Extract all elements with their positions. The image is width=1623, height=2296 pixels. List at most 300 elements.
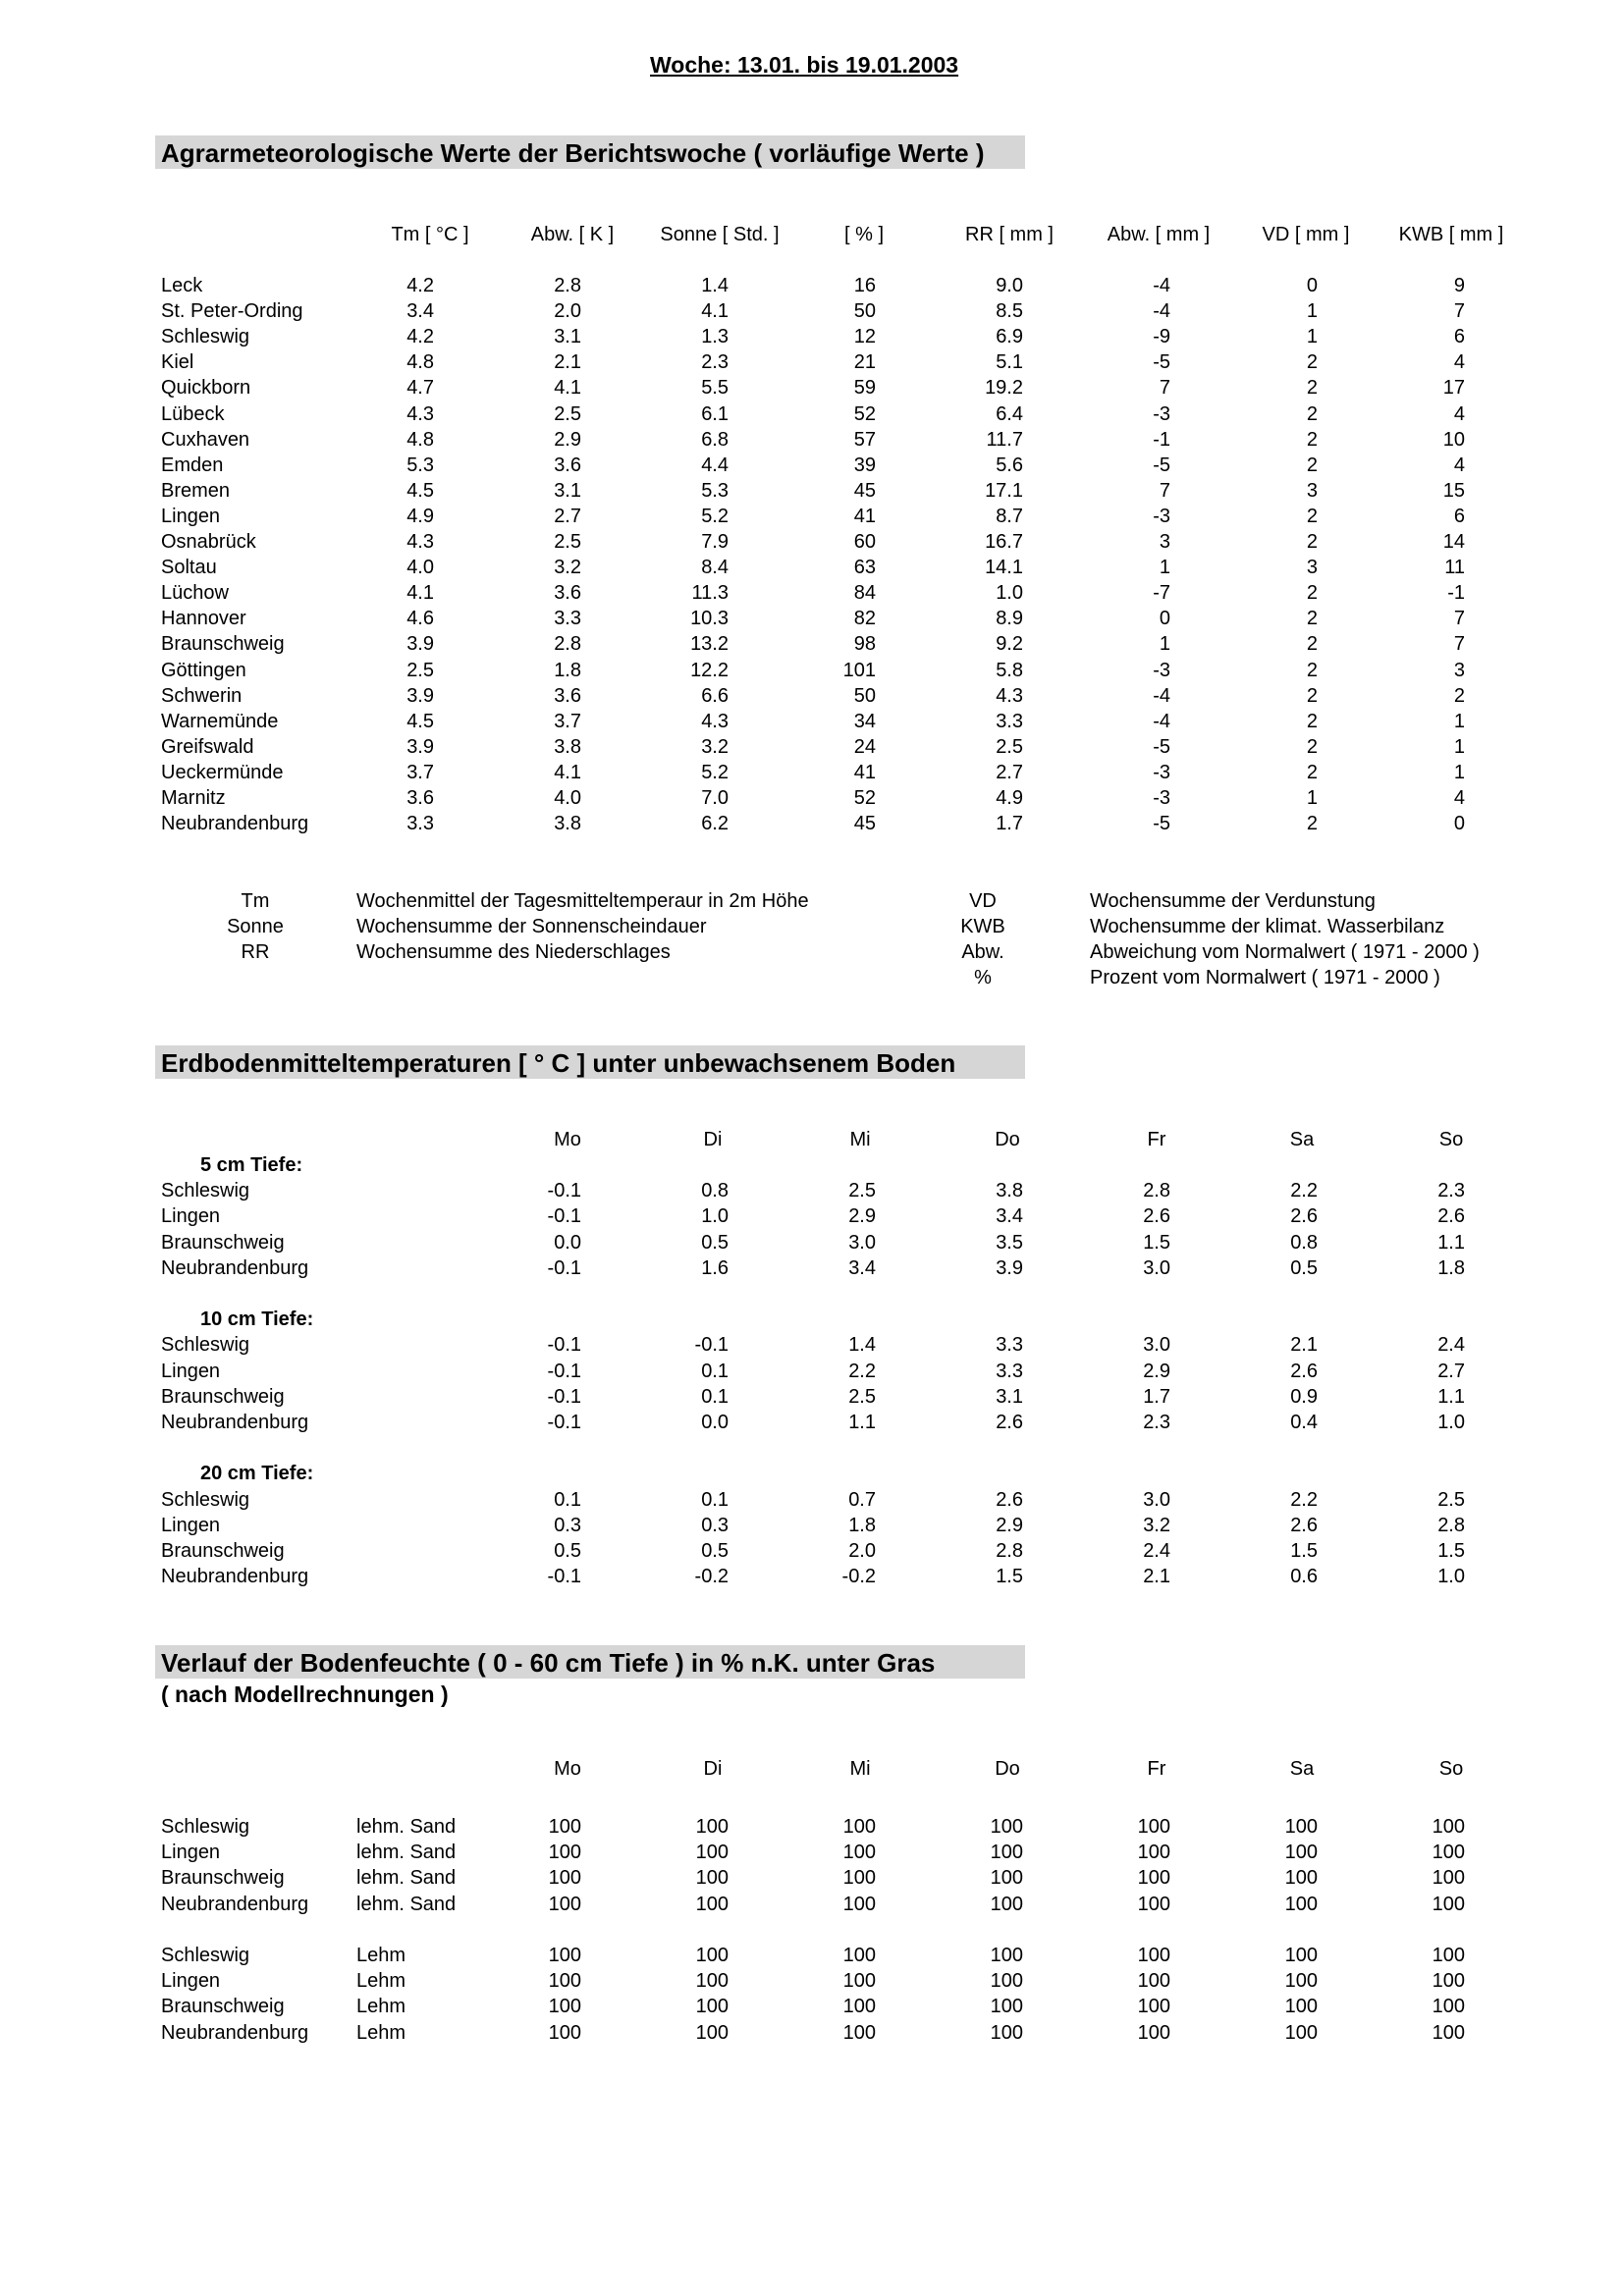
station-name: Lübeck bbox=[161, 402, 225, 425]
table-cell: -4 bbox=[1153, 710, 1170, 732]
table-cell: 6.2 bbox=[701, 813, 729, 835]
table-cell: 0.1 bbox=[701, 1488, 729, 1511]
table-cell: 0.6 bbox=[1290, 1566, 1318, 1588]
table-cell: 60 bbox=[853, 531, 876, 553]
table-cell: -0.2 bbox=[694, 1566, 729, 1588]
table-cell: 100 bbox=[990, 1996, 1023, 2018]
table-cell: 4.4 bbox=[701, 454, 729, 476]
table-cell: 1 bbox=[1453, 710, 1465, 732]
soil-type: lehm. Sand bbox=[356, 1867, 457, 1890]
table-cell: 100 bbox=[1432, 1970, 1465, 1993]
table-cell: 1.4 bbox=[701, 275, 729, 296]
table-cell: 34 bbox=[853, 710, 876, 732]
table-cell: -0.1 bbox=[547, 1412, 581, 1433]
table-cell: 3.7 bbox=[554, 710, 581, 732]
station-name: Neubrandenburg bbox=[161, 1412, 309, 1433]
table-cell: 3 bbox=[1159, 531, 1170, 553]
station-name: Braunschweig bbox=[161, 1385, 285, 1408]
table-cell: 2.6 bbox=[1143, 1205, 1170, 1228]
table-cell: 4.9 bbox=[406, 505, 434, 527]
table-cell: 7 bbox=[1159, 377, 1170, 400]
station-name: Schleswig bbox=[161, 1488, 250, 1511]
table-cell: 4.7 bbox=[406, 377, 434, 400]
day-header: Mo bbox=[554, 1758, 581, 1780]
table-cell: -5 bbox=[1153, 351, 1170, 374]
table-cell: 4 bbox=[1453, 402, 1465, 425]
table-cell: 45 bbox=[853, 479, 876, 502]
table-cell: 82 bbox=[853, 608, 876, 630]
table-cell: 2.8 bbox=[554, 275, 581, 296]
table-cell: 100 bbox=[842, 1945, 876, 1966]
table-cell: 100 bbox=[990, 1893, 1023, 1915]
day-header: Sa bbox=[1289, 1758, 1315, 1780]
legend-text: Wochensumme der klimat. Wasserbilanz bbox=[1090, 916, 1445, 937]
column-header: Abw. [ mm ] bbox=[1107, 224, 1211, 245]
table-cell: 0.3 bbox=[701, 1514, 729, 1536]
table-cell: 5.8 bbox=[996, 659, 1023, 681]
table-cell: 1 bbox=[1453, 761, 1465, 783]
table-cell: 0.5 bbox=[1290, 1256, 1318, 1279]
table-cell: 7.9 bbox=[701, 531, 729, 553]
table-cell: 2 bbox=[1306, 454, 1318, 476]
table-cell: 2.9 bbox=[554, 428, 581, 451]
table-cell: 100 bbox=[1284, 1867, 1318, 1890]
table-cell: 3 bbox=[1306, 479, 1318, 502]
table-cell: -0.2 bbox=[841, 1566, 876, 1588]
table-cell: 0.1 bbox=[701, 1385, 729, 1408]
table-cell: 1.5 bbox=[1437, 1540, 1465, 1562]
table-cell: 100 bbox=[1137, 1842, 1170, 1864]
table-cell: 4.1 bbox=[406, 582, 434, 605]
table-cell: 4.8 bbox=[406, 428, 434, 451]
table-cell: -9 bbox=[1153, 326, 1170, 348]
soil-type: lehm. Sand bbox=[356, 1842, 457, 1864]
table-cell: 2.5 bbox=[554, 402, 581, 425]
legend-text: Wochenmittel der Tagesmitteltemperaur in 2m Höhe bbox=[356, 890, 809, 912]
table-cell: 0.7 bbox=[848, 1488, 876, 1511]
table-cell: 2.6 bbox=[996, 1488, 1023, 1511]
table-cell: 8.7 bbox=[996, 505, 1023, 527]
table-cell: -0.1 bbox=[547, 1180, 581, 1202]
table-cell: 2 bbox=[1306, 402, 1318, 425]
table-cell: 10.3 bbox=[690, 608, 729, 630]
table-cell: 2.1 bbox=[554, 351, 581, 374]
table-cell: 100 bbox=[990, 1867, 1023, 1890]
table-cell: 4.2 bbox=[406, 326, 434, 348]
table-cell: 98 bbox=[853, 633, 876, 656]
station-name: Schleswig bbox=[161, 326, 250, 348]
table-cell: -0.1 bbox=[547, 1256, 581, 1279]
table-cell: 2.3 bbox=[701, 351, 729, 374]
table-cell: 1.5 bbox=[1143, 1231, 1170, 1254]
table-cell: 2.7 bbox=[1437, 1360, 1465, 1382]
column-header: [ % ] bbox=[843, 224, 884, 245]
table-cell: -7 bbox=[1153, 582, 1170, 605]
table-cell: 4.9 bbox=[996, 787, 1023, 809]
station-name: Lingen bbox=[161, 1514, 221, 1536]
table-cell: 24 bbox=[853, 735, 876, 758]
table-cell: 0.5 bbox=[701, 1231, 729, 1254]
table-cell: 100 bbox=[1284, 1816, 1318, 1838]
table-cell: 100 bbox=[1432, 1816, 1465, 1838]
table-cell: 2.3 bbox=[1437, 1180, 1465, 1202]
station-name: Lingen bbox=[161, 505, 221, 527]
table-cell: 3.2 bbox=[701, 735, 729, 758]
table-cell: 2 bbox=[1306, 531, 1318, 553]
table-cell: 1.7 bbox=[1143, 1385, 1170, 1408]
table-cell: 1.4 bbox=[848, 1334, 876, 1357]
station-name: Neubrandenburg bbox=[161, 813, 309, 835]
table-cell: 52 bbox=[853, 402, 876, 425]
table-cell: 6.4 bbox=[996, 402, 1023, 425]
table-cell: 16 bbox=[853, 275, 876, 296]
table-cell: 100 bbox=[695, 1893, 729, 1915]
table-cell: 100 bbox=[548, 1842, 581, 1864]
table-cell: 1.5 bbox=[1290, 1540, 1318, 1562]
table-cell: 100 bbox=[1137, 1867, 1170, 1890]
table-cell: 4.3 bbox=[406, 402, 434, 425]
table-cell: 5.6 bbox=[996, 454, 1023, 476]
table-cell: 1.7 bbox=[996, 813, 1023, 835]
table-cell: 63 bbox=[853, 557, 876, 579]
table-cell: 0 bbox=[1453, 813, 1465, 835]
table-cell: 3.3 bbox=[406, 813, 434, 835]
table-cell: -4 bbox=[1153, 684, 1170, 707]
table-cell: 4.5 bbox=[406, 479, 434, 502]
station-name: Leck bbox=[161, 275, 203, 296]
table-cell: -3 bbox=[1153, 761, 1170, 783]
table-cell: 100 bbox=[1432, 1893, 1465, 1915]
table-cell: 2.6 bbox=[1290, 1360, 1318, 1382]
table-cell: 2.9 bbox=[848, 1205, 876, 1228]
table-cell: 100 bbox=[548, 1945, 581, 1966]
table-cell: 5.2 bbox=[701, 761, 729, 783]
table-cell: 3.8 bbox=[554, 735, 581, 758]
table-cell: 3.7 bbox=[406, 761, 434, 783]
table-cell: 1.0 bbox=[1437, 1412, 1465, 1433]
table-cell: 2 bbox=[1306, 633, 1318, 656]
table-cell: 2.4 bbox=[1143, 1540, 1170, 1562]
station-name: Braunschweig bbox=[161, 1231, 285, 1254]
station-name: Soltau bbox=[161, 557, 217, 579]
table-cell: 4.1 bbox=[554, 377, 581, 400]
table-cell: 3.1 bbox=[554, 326, 581, 348]
table-cell: 4.6 bbox=[406, 608, 434, 630]
day-header: Mi bbox=[849, 1758, 871, 1780]
station-name: Braunschweig bbox=[161, 1867, 285, 1890]
table-cell: 4.3 bbox=[701, 710, 729, 732]
depth-label: 10 cm Tiefe: bbox=[200, 1308, 314, 1331]
legend-text: Wochensumme des Niederschlages bbox=[356, 941, 671, 963]
soil-type: Lehm bbox=[356, 2021, 406, 2044]
legend-text: Wochensumme der Verdunstung bbox=[1090, 890, 1376, 912]
table-cell: 100 bbox=[1137, 1970, 1170, 1993]
table-cell: 3.4 bbox=[848, 1256, 876, 1279]
table-cell: 0.8 bbox=[701, 1180, 729, 1202]
table-cell: 100 bbox=[1284, 1842, 1318, 1864]
legend-abbr: KWB bbox=[960, 916, 1005, 937]
table-cell: 11 bbox=[1444, 557, 1465, 579]
station-name: Marnitz bbox=[161, 787, 226, 809]
table-cell: 7 bbox=[1453, 608, 1465, 630]
table-cell: 84 bbox=[853, 582, 876, 605]
station-name: Greifswald bbox=[161, 735, 254, 758]
station-name: Warnemünde bbox=[161, 710, 279, 732]
table-cell: 10 bbox=[1442, 428, 1465, 451]
table-cell: 2 bbox=[1306, 351, 1318, 374]
table-cell: 100 bbox=[990, 1970, 1023, 1993]
table-cell: 17.1 bbox=[985, 479, 1023, 502]
table-cell: 2.5 bbox=[1437, 1488, 1465, 1511]
table-cell: 4.1 bbox=[554, 761, 581, 783]
table-cell: 100 bbox=[695, 1816, 729, 1838]
table-cell: 100 bbox=[1284, 1970, 1318, 1993]
table-cell: 1.8 bbox=[848, 1514, 876, 1536]
table-cell: 1.1 bbox=[1437, 1385, 1465, 1408]
section3-title-band bbox=[155, 1645, 1025, 1679]
table-cell: 100 bbox=[695, 2021, 729, 2044]
section3-title: Verlauf der Bodenfeuchte ( 0 - 60 cm Tiefe ) in % n.K. unter Gras bbox=[161, 1648, 936, 1678]
station-name: Schleswig bbox=[161, 1334, 250, 1357]
station-name: Neubrandenburg bbox=[161, 1256, 309, 1279]
section2-title-band bbox=[155, 1045, 1025, 1079]
table-cell: 100 bbox=[695, 1970, 729, 1993]
legend-text: Prozent vom Normalwert ( 1971 - 2000 ) bbox=[1090, 967, 1440, 988]
table-cell: 100 bbox=[548, 1867, 581, 1890]
column-header: VD [ mm ] bbox=[1262, 224, 1350, 245]
table-cell: 3.4 bbox=[406, 300, 434, 323]
table-cell: 7.0 bbox=[701, 787, 729, 809]
table-cell: 6 bbox=[1453, 505, 1465, 527]
table-cell: 9 bbox=[1453, 275, 1465, 296]
table-cell: 4.0 bbox=[554, 787, 581, 809]
table-cell: 2.5 bbox=[848, 1180, 876, 1202]
station-name: Neubrandenburg bbox=[161, 2021, 309, 2044]
table-cell: 100 bbox=[1432, 1842, 1465, 1864]
table-cell: 8.4 bbox=[701, 557, 729, 579]
table-cell: -0.1 bbox=[547, 1205, 581, 1228]
table-cell: 100 bbox=[548, 1996, 581, 2018]
station-name: Lingen bbox=[161, 1360, 221, 1382]
table-cell: 2 bbox=[1306, 684, 1318, 707]
column-header: Abw. [ K ] bbox=[530, 224, 615, 245]
table-cell: 3.2 bbox=[554, 557, 581, 579]
week-title: Woche: 13.01. bis 19.01.2003 bbox=[650, 52, 959, 78]
table-cell: 1.8 bbox=[554, 659, 581, 681]
table-cell: 52 bbox=[853, 787, 876, 809]
table-cell: 3.0 bbox=[1143, 1334, 1170, 1357]
table-cell: -3 bbox=[1153, 787, 1170, 809]
table-cell: 2 bbox=[1306, 735, 1318, 758]
table-cell: 2 bbox=[1306, 710, 1318, 732]
table-cell: 0 bbox=[1159, 608, 1170, 630]
table-cell: 1 bbox=[1159, 557, 1170, 579]
station-name: Osnabrück bbox=[161, 531, 256, 553]
table-cell: 45 bbox=[853, 813, 876, 835]
table-cell: 11.7 bbox=[986, 428, 1023, 451]
soil-type: lehm. Sand bbox=[356, 1893, 457, 1915]
station-name: Neubrandenburg bbox=[161, 1566, 309, 1588]
table-cell: 0 bbox=[1306, 275, 1318, 296]
table-cell: -0.1 bbox=[547, 1360, 581, 1382]
table-cell: 2.9 bbox=[1143, 1360, 1170, 1382]
day-header: Di bbox=[703, 1129, 723, 1150]
table-cell: 2.5 bbox=[848, 1385, 876, 1408]
table-cell: -1 bbox=[1447, 582, 1465, 605]
table-cell: 2.9 bbox=[996, 1514, 1023, 1536]
table-cell: 3.0 bbox=[1143, 1488, 1170, 1511]
section3-subtitle: ( nach Modellrechnungen ) bbox=[161, 1682, 449, 1707]
table-cell: 100 bbox=[842, 1996, 876, 2018]
table-cell: -3 bbox=[1153, 505, 1170, 527]
table-cell: 4 bbox=[1453, 351, 1465, 374]
station-name: Braunschweig bbox=[161, 1996, 285, 2018]
table-cell: 13.2 bbox=[690, 633, 729, 656]
table-cell: 2 bbox=[1306, 813, 1318, 835]
table-cell: 2.5 bbox=[996, 735, 1023, 758]
table-cell: 100 bbox=[1137, 1945, 1170, 1966]
table-cell: 3.6 bbox=[554, 454, 581, 476]
table-cell: 4.3 bbox=[406, 531, 434, 553]
station-name: Emden bbox=[161, 454, 224, 476]
table-cell: 100 bbox=[695, 1996, 729, 2018]
table-cell: 100 bbox=[1432, 1996, 1465, 2018]
table-cell: 57 bbox=[853, 428, 876, 451]
table-cell: 0.5 bbox=[701, 1540, 729, 1562]
table-cell: 4 bbox=[1453, 787, 1465, 809]
table-cell: -0.1 bbox=[547, 1385, 581, 1408]
table-cell: 1.0 bbox=[701, 1205, 729, 1228]
table-cell: 4.2 bbox=[406, 275, 434, 296]
table-cell: 8.5 bbox=[996, 300, 1023, 323]
table-cell: 2.6 bbox=[996, 1412, 1023, 1433]
table-cell: 6.9 bbox=[996, 326, 1023, 348]
table-cell: 2.8 bbox=[554, 633, 581, 656]
table-cell: 9.0 bbox=[996, 275, 1023, 296]
table-cell: 100 bbox=[990, 1945, 1023, 1966]
table-cell: 4.0 bbox=[406, 557, 434, 579]
table-cell: 1.0 bbox=[1437, 1566, 1465, 1588]
table-cell: 0.1 bbox=[701, 1360, 729, 1382]
table-cell: 16.7 bbox=[985, 531, 1023, 553]
table-cell: 1 bbox=[1306, 326, 1318, 348]
table-cell: 100 bbox=[842, 1893, 876, 1915]
table-cell: 8.9 bbox=[996, 608, 1023, 630]
table-cell: 1.3 bbox=[701, 326, 729, 348]
table-cell: -0.1 bbox=[547, 1334, 581, 1357]
table-cell: 6.6 bbox=[701, 684, 729, 707]
table-cell: 7 bbox=[1159, 479, 1170, 502]
table-cell: 0.8 bbox=[1290, 1231, 1318, 1254]
table-cell: -5 bbox=[1153, 454, 1170, 476]
station-name: Cuxhaven bbox=[161, 428, 250, 451]
table-cell: 3.0 bbox=[848, 1231, 876, 1254]
soil-type: lehm. Sand bbox=[356, 1816, 457, 1838]
station-name: Kiel bbox=[161, 351, 194, 374]
legend-abbr: Tm bbox=[241, 890, 270, 912]
table-cell: 9.2 bbox=[996, 633, 1023, 656]
table-cell: -3 bbox=[1153, 659, 1170, 681]
table-cell: 17 bbox=[1442, 377, 1465, 400]
table-cell: 1.8 bbox=[1437, 1256, 1465, 1279]
depth-label: 20 cm Tiefe: bbox=[200, 1463, 314, 1485]
table-cell: 100 bbox=[842, 1816, 876, 1838]
table-cell: 6.1 bbox=[701, 402, 729, 425]
station-name: Lingen bbox=[161, 1205, 221, 1228]
table-cell: 5.2 bbox=[701, 505, 729, 527]
day-header: So bbox=[1438, 1758, 1464, 1780]
day-header: Di bbox=[703, 1758, 723, 1780]
table-cell: 3.1 bbox=[996, 1385, 1023, 1408]
column-header: RR [ mm ] bbox=[965, 224, 1054, 245]
table-cell: 12.2 bbox=[690, 659, 729, 681]
table-cell: 0.4 bbox=[1290, 1412, 1318, 1433]
table-cell: 100 bbox=[990, 2021, 1023, 2044]
table-cell: 2.0 bbox=[554, 300, 581, 323]
table-cell: 1 bbox=[1306, 787, 1318, 809]
table-cell: 2.2 bbox=[1290, 1488, 1318, 1511]
table-cell: 0.5 bbox=[554, 1540, 581, 1562]
table-cell: 41 bbox=[853, 505, 876, 527]
table-cell: -3 bbox=[1153, 402, 1170, 425]
day-header: Mo bbox=[554, 1129, 581, 1150]
table-cell: 1 bbox=[1453, 735, 1465, 758]
table-cell: 2.8 bbox=[1437, 1514, 1465, 1536]
table-cell: 3.2 bbox=[1143, 1514, 1170, 1536]
table-cell: 3.6 bbox=[554, 684, 581, 707]
table-cell: 3.4 bbox=[996, 1205, 1023, 1228]
legend-text: Abweichung vom Normalwert ( 1971 - 2000 ) bbox=[1090, 941, 1480, 963]
table-cell: 4.3 bbox=[996, 684, 1023, 707]
table-cell: 100 bbox=[990, 1816, 1023, 1838]
day-header: Sa bbox=[1289, 1129, 1315, 1150]
table-cell: 1 bbox=[1306, 300, 1318, 323]
table-cell: 100 bbox=[1284, 2021, 1318, 2044]
section2-title: Erdbodenmitteltemperaturen [ ° C ] unter unbewachsenem Boden bbox=[161, 1048, 956, 1078]
table-cell: 7 bbox=[1453, 633, 1465, 656]
table-cell: 3 bbox=[1453, 659, 1465, 681]
table-cell: 5.5 bbox=[701, 377, 729, 400]
station-name: Lingen bbox=[161, 1970, 221, 1993]
table-cell: 100 bbox=[1137, 1816, 1170, 1838]
table-cell: 2 bbox=[1453, 684, 1465, 707]
table-cell: 1.1 bbox=[848, 1412, 876, 1433]
table-cell: 2.6 bbox=[1437, 1205, 1465, 1228]
table-cell: 2.5 bbox=[554, 531, 581, 553]
table-cell: 100 bbox=[695, 1867, 729, 1890]
soil-type: Lehm bbox=[356, 1996, 406, 2018]
table-cell: 15 bbox=[1442, 479, 1465, 502]
station-name: Göttingen bbox=[161, 659, 246, 681]
table-cell: 2.1 bbox=[1143, 1566, 1170, 1588]
table-cell: 41 bbox=[853, 761, 876, 783]
table-cell: 39 bbox=[853, 454, 876, 476]
table-cell: 3.8 bbox=[996, 1180, 1023, 1202]
day-header: Do bbox=[995, 1129, 1020, 1150]
table-cell: 0.0 bbox=[701, 1412, 729, 1433]
table-cell: 2.2 bbox=[1290, 1180, 1318, 1202]
station-name: Schleswig bbox=[161, 1945, 250, 1966]
table-cell: 3.5 bbox=[996, 1231, 1023, 1254]
table-cell: 2.3 bbox=[1143, 1412, 1170, 1433]
table-cell: -1 bbox=[1153, 428, 1170, 451]
table-cell: 2.1 bbox=[1290, 1334, 1318, 1357]
table-cell: 100 bbox=[548, 1970, 581, 1993]
table-cell: 2 bbox=[1306, 582, 1318, 605]
legend-text: Wochensumme der Sonnenscheindauer bbox=[356, 916, 707, 937]
table-cell: 50 bbox=[853, 684, 876, 707]
station-name: Quickborn bbox=[161, 377, 251, 400]
